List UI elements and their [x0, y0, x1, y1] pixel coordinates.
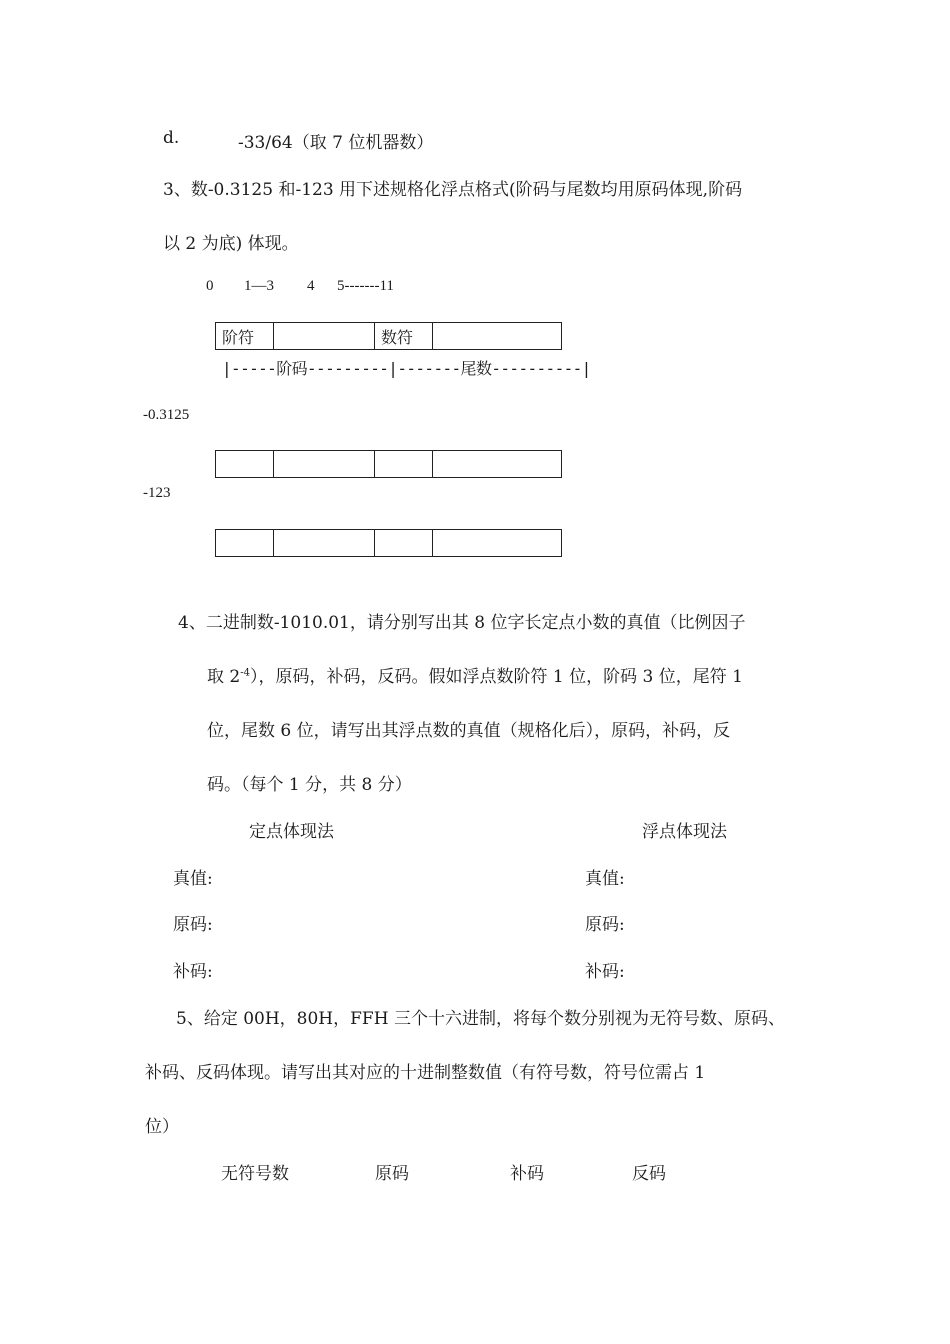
q5-line1: 5、给定 00H，80H，FFH 三个十六进制，将每个数分别视为无符号数、原码、	[176, 1009, 785, 1029]
answer-cell[interactable]	[375, 451, 433, 478]
answer-cell[interactable]	[375, 530, 433, 557]
floating-point-title: 浮点体现法	[642, 822, 727, 842]
row-label-neg-03125: -0.3125	[143, 407, 190, 423]
bit-index-4: 4	[307, 278, 315, 294]
cell-exponent-sign: 阶符	[216, 323, 274, 350]
answer-table-neg-03125	[215, 450, 562, 478]
col-sign-magnitude: 原码	[375, 1164, 409, 1184]
float-twos-complement-label: 补码:	[585, 962, 625, 982]
fixed-point-title: 定点体现法	[249, 822, 334, 842]
q3-line2: 以 2 为底) 体现。	[163, 234, 299, 254]
q4-line4: 码。（每个 1 分，共 8 分）	[207, 775, 412, 795]
q2d-value: -33/64（取 7 位机器数）	[238, 133, 434, 153]
cell-mantissa	[433, 323, 562, 350]
fixed-true-value-label: 真值:	[173, 869, 213, 889]
q5-line3: 位）	[145, 1117, 179, 1137]
col-unsigned: 无符号数	[221, 1164, 289, 1184]
float-sign-magnitude-label: 原码:	[585, 915, 625, 935]
bit-index-0: 0	[206, 278, 214, 294]
answer-cell[interactable]	[274, 451, 375, 478]
answer-cell[interactable]	[433, 530, 562, 557]
q2d-label: d.	[163, 128, 180, 148]
col-ones-complement: 反码	[632, 1164, 666, 1184]
answer-table-neg-123	[215, 529, 562, 557]
fixed-sign-magnitude-label: 原码:	[173, 915, 213, 935]
q5-line2: 补码、反码体现。请写出其对应的十进制整数值（有符号数，符号位需占 1	[145, 1063, 706, 1083]
col-twos-complement: 补码	[510, 1164, 544, 1184]
row-label-neg-123: -123	[143, 485, 171, 501]
format-header-table	[215, 322, 562, 350]
float-true-value-label: 真值:	[585, 869, 625, 889]
fixed-twos-complement-label: 补码:	[173, 962, 213, 982]
bit-index-5-11: 5-------11	[337, 278, 394, 294]
cell-exponent	[274, 323, 375, 350]
answer-cell[interactable]	[274, 530, 375, 557]
answer-cell[interactable]	[216, 451, 274, 478]
q4-line3: 位，尾数 6 位，请写出其浮点数的真值（规格化后），原码，补码，反	[207, 721, 731, 741]
q3-line1: 3、数-0.3125 和-123 用下述规格化浮点格式(阶码与尾数均用原码体现,阶码	[163, 180, 743, 200]
q4-line1: 4、二进制数-1010.01，请分别写出其 8 位字长定点小数的真值（比例因子	[178, 613, 746, 633]
bit-index-1-3: 1—3	[244, 278, 274, 294]
q4-line2: 取 $2^{-4}$），原码，补码，反码。假如浮点数阶符 1 位，阶码 3 位，尾符 1	[207, 667, 743, 687]
cell-mantissa-sign: 数符	[375, 323, 433, 350]
answer-cell[interactable]	[433, 451, 562, 478]
answer-cell[interactable]	[216, 530, 274, 557]
brace-line: |-----阶码---------|-------尾数----------|	[222, 359, 591, 378]
